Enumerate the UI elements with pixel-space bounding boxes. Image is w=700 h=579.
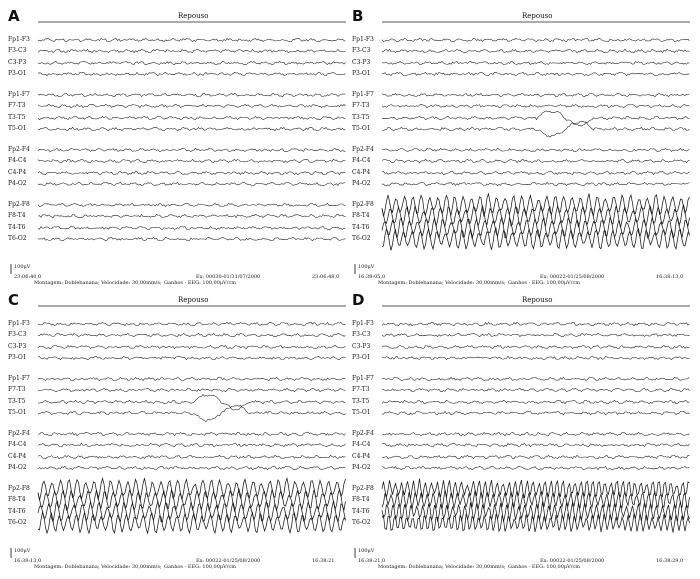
eeg-traces xyxy=(352,10,692,290)
eeg-trace xyxy=(382,322,690,326)
lead-label: Fp2-F4 xyxy=(8,146,30,153)
eeg-trace xyxy=(38,394,346,409)
lead-label: F8-T4 xyxy=(352,212,370,219)
panel-title: Repouso xyxy=(178,12,209,20)
lead-label: C4-P4 xyxy=(8,169,27,176)
lead-label: C3-P3 xyxy=(8,59,27,66)
eeg-trace xyxy=(382,148,690,152)
lead-label: P3-O1 xyxy=(352,70,371,77)
exam-id: Ex: 00022-01/25/08/2000 xyxy=(196,558,261,564)
lead-label: Fp1-F3 xyxy=(352,320,374,327)
eeg-trace xyxy=(382,61,690,64)
eeg-trace xyxy=(382,49,690,53)
eeg-traces xyxy=(8,294,348,574)
eeg-trace xyxy=(382,93,690,96)
lead-label: P4-O2 xyxy=(8,180,27,187)
lead-label: C4-P4 xyxy=(352,169,371,176)
scale-label: 100μV xyxy=(14,264,31,270)
lead-label: Fp1-F3 xyxy=(8,320,30,327)
lead-label: F4-C4 xyxy=(8,157,27,164)
eeg-trace xyxy=(38,104,346,107)
eeg-trace xyxy=(382,159,690,163)
lead-label: T6-O2 xyxy=(8,519,27,526)
eeg-trace xyxy=(38,49,346,53)
eeg-trace xyxy=(382,121,690,137)
exam-id: Ex: 00030-01/31/07/2000 xyxy=(196,274,261,280)
eeg-trace xyxy=(382,513,690,532)
lead-label: T3-T5 xyxy=(8,398,26,405)
eeg-panel-c xyxy=(8,291,348,574)
panel-title: Repouso xyxy=(178,296,209,304)
eeg-trace xyxy=(382,455,690,459)
eeg-trace xyxy=(38,405,346,422)
eeg-trace xyxy=(38,377,346,381)
lead-label: T4-T6 xyxy=(8,508,26,515)
lead-label: P3-O1 xyxy=(352,354,371,361)
eeg-trace xyxy=(382,432,690,436)
gain-text: Ganhos - EEG: 100,00μV/cm xyxy=(508,564,581,570)
lead-label: T3-T5 xyxy=(352,398,370,405)
panel-title: Repouso xyxy=(522,296,553,304)
eeg-trace xyxy=(382,182,690,186)
panel-label: B xyxy=(352,7,364,25)
lead-label: Fp2-F4 xyxy=(352,146,374,153)
eeg-traces xyxy=(352,294,692,574)
montage-text: Montagem: Doblebanana; Velocidade: 30,00mm/s; xyxy=(378,280,506,286)
exam-id: Ex: 00022-01/25/08/2000 xyxy=(540,558,605,564)
eeg-trace xyxy=(38,226,346,230)
lead-label: Fp2-F4 xyxy=(8,430,30,437)
time-end: 16:38:29,0 xyxy=(656,558,684,564)
lead-label: Fp2-F4 xyxy=(352,430,374,437)
lead-label: Fp1-F7 xyxy=(8,375,30,382)
eeg-trace xyxy=(38,159,346,163)
lead-label: T5-O1 xyxy=(352,125,371,132)
eeg-trace xyxy=(382,104,690,108)
eeg-trace xyxy=(382,333,690,336)
eeg-trace xyxy=(382,443,690,447)
lead-label: F8-T4 xyxy=(8,496,26,503)
panel-label: D xyxy=(352,291,365,309)
time-end: 16:38:13,0 xyxy=(656,274,684,280)
eeg-trace xyxy=(38,432,346,436)
lead-label: T3-T5 xyxy=(352,114,370,121)
eeg-trace xyxy=(38,356,346,360)
lead-label: F4-C4 xyxy=(352,157,371,164)
panel-label: A xyxy=(8,7,20,25)
eeg-trace xyxy=(382,411,690,415)
time-end: 16:38:21 xyxy=(312,558,335,564)
lead-label: Fp1-F7 xyxy=(352,91,374,98)
gain-text: Ganhos - EEG: 100,00μV/cm xyxy=(508,280,581,286)
lead-label: T4-T6 xyxy=(352,224,370,231)
montage-text: Montagem: Doblebanana; Velocidade: 30,00mm/s; xyxy=(34,564,162,570)
lead-label: T4-T6 xyxy=(8,224,26,231)
lead-label: Fp1-F7 xyxy=(352,375,374,382)
eeg-trace xyxy=(382,171,690,174)
eeg-trace xyxy=(38,38,346,42)
lead-label: F4-C4 xyxy=(352,441,371,448)
gain-text: Ganhos - EEG: 100,00μV/cm xyxy=(164,564,237,570)
eeg-trace xyxy=(38,61,346,64)
lead-label: T6-O2 xyxy=(352,235,371,242)
eeg-trace xyxy=(38,455,346,459)
time-start: 16:38:21,0 xyxy=(358,558,386,564)
eeg-trace xyxy=(38,388,346,392)
lead-label: F7-T3 xyxy=(8,386,26,393)
eeg-trace xyxy=(38,237,346,241)
lead-label: C3-P3 xyxy=(352,343,371,350)
eeg-trace xyxy=(382,111,690,126)
eeg-trace xyxy=(382,228,690,250)
eeg-trace xyxy=(382,400,690,404)
eeg-trace xyxy=(382,38,690,42)
lead-label: P4-O2 xyxy=(352,180,371,187)
time-start: 16:38:05,0 xyxy=(358,274,386,280)
eeg-trace xyxy=(382,356,690,359)
lead-label: F7-T3 xyxy=(352,386,370,393)
montage-text: Montagem: Doblebanana; Velocidade: 30,00mm/s; xyxy=(34,280,162,286)
eeg-trace xyxy=(38,182,346,185)
lead-label: F3-C3 xyxy=(8,331,27,338)
lead-label: Fp1-F7 xyxy=(8,91,30,98)
lead-label: T6-O2 xyxy=(8,235,27,242)
lead-label: Fp1-F3 xyxy=(352,36,374,43)
montage-text: Montagem: Doblebanana; Velocidade: 30,00mm/s; xyxy=(378,564,506,570)
eeg-trace xyxy=(38,512,346,533)
eeg-panel-b xyxy=(352,7,692,290)
lead-label: Fp2-F8 xyxy=(352,201,374,208)
lead-label: C4-P4 xyxy=(352,453,371,460)
lead-label: F3-C3 xyxy=(8,47,27,54)
eeg-trace xyxy=(382,345,690,348)
eeg-panel-d xyxy=(352,291,692,574)
eeg-trace xyxy=(38,466,346,470)
lead-label: F7-T3 xyxy=(8,102,26,109)
lead-label: Fp2-F8 xyxy=(8,485,30,492)
scale-label: 100μV xyxy=(14,548,31,554)
eeg-trace xyxy=(38,72,346,76)
eeg-trace xyxy=(38,322,346,326)
eeg-trace xyxy=(38,148,346,152)
panel-title: Repouso xyxy=(522,12,553,20)
scale-label: 100μV xyxy=(358,548,375,554)
eeg-trace xyxy=(382,72,690,75)
lead-label: T4-T6 xyxy=(352,508,370,515)
lead-label: T5-O1 xyxy=(352,409,371,416)
lead-label: F3-C3 xyxy=(352,331,371,338)
eeg-trace xyxy=(38,116,346,120)
scale-label: 100μV xyxy=(358,264,375,270)
eeg-trace xyxy=(38,203,346,206)
lead-label: F3-C3 xyxy=(352,47,371,54)
lead-label: Fp2-F8 xyxy=(8,201,30,208)
eeg-trace xyxy=(382,502,690,522)
eeg-trace xyxy=(38,333,346,337)
eeg-panel-a xyxy=(8,7,348,290)
eeg-trace xyxy=(38,171,346,175)
lead-label: C4-P4 xyxy=(8,453,27,460)
lead-label: T5-O1 xyxy=(8,125,27,132)
lead-label: T5-O1 xyxy=(8,409,27,416)
lead-label: F8-T4 xyxy=(352,496,370,503)
exam-id: Ex: 00022-01/25/08/2000 xyxy=(540,274,605,280)
lead-label: P4-O2 xyxy=(8,464,27,471)
time-end: 23:06:48,0 xyxy=(312,274,340,280)
lead-label: P3-O1 xyxy=(8,354,27,361)
gain-text: Ganhos - EEG: 100,00μV/cm xyxy=(164,280,237,286)
lead-label: F7-T3 xyxy=(352,102,370,109)
lead-label: Fp2-F8 xyxy=(352,485,374,492)
lead-label: F4-C4 xyxy=(8,441,27,448)
panel-label: C xyxy=(8,291,20,309)
eeg-trace xyxy=(382,388,690,392)
time-start: 16:38:13,0 xyxy=(14,558,42,564)
lead-label: Fp1-F3 xyxy=(8,36,30,43)
eeg-trace xyxy=(382,377,690,380)
lead-label: P3-O1 xyxy=(8,70,27,77)
eeg-trace xyxy=(38,127,346,131)
eeg-trace xyxy=(38,443,346,447)
eeg-trace xyxy=(38,501,346,522)
eeg-trace xyxy=(38,93,346,97)
lead-label: T6-O2 xyxy=(352,519,371,526)
lead-label: F8-T4 xyxy=(8,212,26,219)
lead-label: P4-O2 xyxy=(352,464,371,471)
eeg-traces xyxy=(8,10,348,290)
eeg-trace xyxy=(38,214,346,217)
eeg-trace xyxy=(38,345,346,349)
lead-label: T3-T5 xyxy=(8,114,26,121)
time-start: 23:06:40,0 xyxy=(14,274,42,280)
eeg-trace xyxy=(382,466,690,470)
lead-label: C3-P3 xyxy=(352,59,371,66)
lead-label: C3-P3 xyxy=(8,343,27,350)
